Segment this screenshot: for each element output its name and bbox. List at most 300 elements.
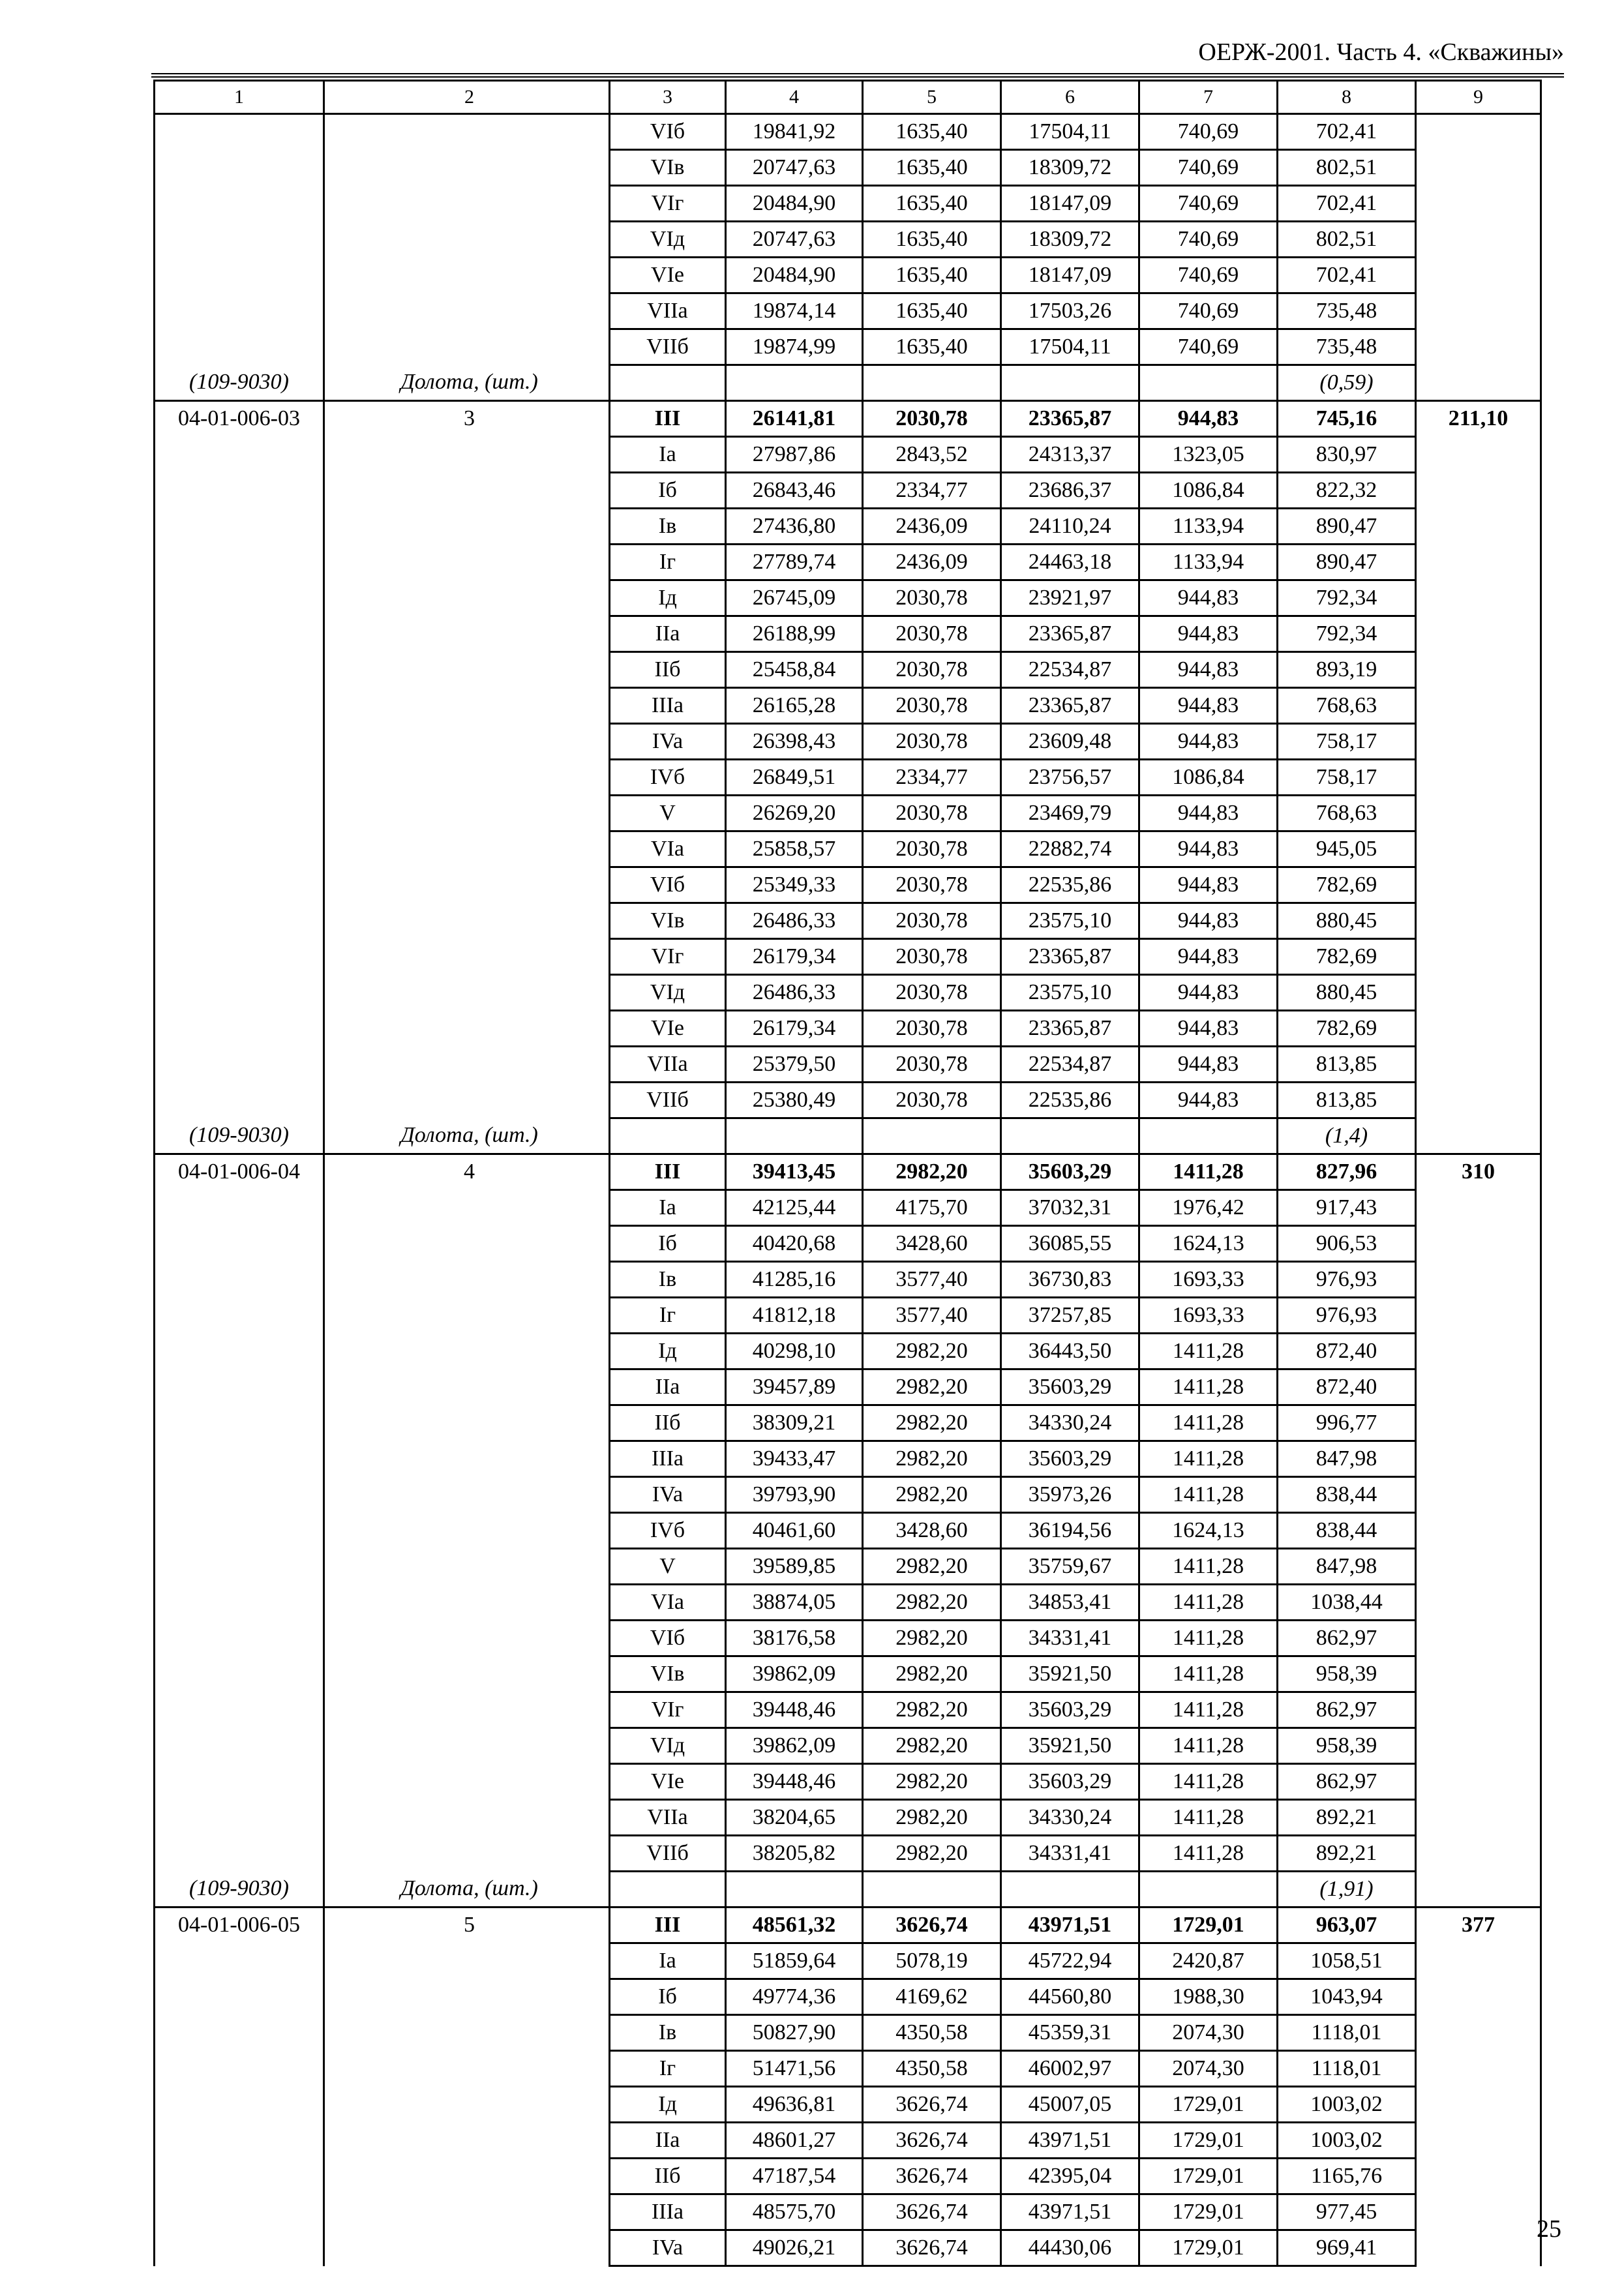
table-cell: 1043,94: [1278, 1979, 1416, 2015]
table-cell: 944,83: [1139, 1047, 1278, 1083]
table-cell: 1635,40: [863, 222, 1001, 258]
table-cell: 23756,57: [1001, 760, 1139, 796]
col9-value: [1416, 1908, 1541, 2266]
item-name: [324, 114, 610, 365]
table-cell: IVa: [610, 724, 726, 760]
table-cell: 47187,54: [726, 2159, 863, 2194]
page-header-title: ОЕРЖ-2001. Часть 4. «Скважины»: [1198, 38, 1564, 66]
table-cell: 2436,09: [863, 509, 1001, 545]
table-cell: Iд: [610, 580, 726, 616]
table-cell: 36730,83: [1001, 1262, 1139, 1298]
table-cell: 44430,06: [1001, 2230, 1139, 2266]
table-cell: 2982,20: [863, 1836, 1001, 1872]
resource-label: Долота, (шт.): [324, 365, 610, 401]
table-cell: 3577,40: [863, 1298, 1001, 1334]
table-cell: 2030,78: [863, 401, 1001, 437]
table-cell: 2030,78: [863, 652, 1001, 688]
table-cell: 822,32: [1278, 473, 1416, 509]
table-cell: 44560,80: [1001, 1979, 1139, 2015]
table-cell: 1624,13: [1139, 1226, 1278, 1262]
table-cell: 43971,51: [1001, 2123, 1139, 2159]
empty-cell: [726, 1872, 863, 1908]
table-cell: IIб: [610, 652, 726, 688]
table-cell: VIв: [610, 1656, 726, 1692]
table-cell: 958,39: [1278, 1656, 1416, 1692]
resource-quantity: (1,91): [1278, 1872, 1416, 1908]
table-cell: 944,83: [1139, 724, 1278, 760]
table-cell: 944,83: [1139, 796, 1278, 831]
col9-value-text: 377: [1462, 1913, 1495, 1937]
table-cell: 944,83: [1139, 616, 1278, 652]
table-cell: VIa: [610, 1585, 726, 1621]
table-cell: Ia: [610, 1190, 726, 1226]
table-cell: 1411,28: [1139, 1549, 1278, 1585]
empty-cell: [1139, 365, 1278, 401]
table-cell: 46002,97: [1001, 2051, 1139, 2087]
table-cell: VIв: [610, 903, 726, 939]
empty-cell: [1001, 1118, 1139, 1154]
resource-label: Долота, (шт.): [324, 1872, 610, 1908]
empty-cell: [726, 1118, 863, 1154]
table-row: [155, 1154, 1541, 1190]
table-cell: 827,96: [1278, 1154, 1416, 1190]
table-cell: IIIa: [610, 688, 726, 724]
table-cell: 19874,99: [726, 329, 863, 365]
table-cell: 25349,33: [726, 867, 863, 903]
table-cell: 35921,50: [1001, 1728, 1139, 1764]
table-cell: 24463,18: [1001, 545, 1139, 580]
column-number: 8: [1278, 81, 1416, 114]
table-cell: 792,34: [1278, 580, 1416, 616]
table-cell: 26179,34: [726, 939, 863, 975]
table-cell: 740,69: [1139, 186, 1278, 222]
table-cell: 740,69: [1139, 114, 1278, 150]
table-cell: 702,41: [1278, 186, 1416, 222]
table-cell: 944,83: [1139, 652, 1278, 688]
table-cell: 40298,10: [726, 1334, 863, 1369]
table-cell: 830,97: [1278, 437, 1416, 473]
table-cell: 2030,78: [863, 796, 1001, 831]
table-cell: 813,85: [1278, 1047, 1416, 1083]
table-cell: 23365,87: [1001, 401, 1139, 437]
table-cell: 740,69: [1139, 150, 1278, 186]
table-cell: 39589,85: [726, 1549, 863, 1585]
table-cell: VIб: [610, 114, 726, 150]
table-cell: 1411,28: [1139, 1441, 1278, 1477]
column-number: 6: [1001, 81, 1139, 114]
table-cell: 1058,51: [1278, 1943, 1416, 1979]
item-code-text: 04-01-006-04: [178, 1159, 300, 1184]
table-cell: VIг: [610, 1692, 726, 1728]
table-cell: 49636,81: [726, 2087, 863, 2123]
item-name: [324, 1908, 610, 2266]
table-cell: 2030,78: [863, 1083, 1001, 1118]
table-cell: 45007,05: [1001, 2087, 1139, 2123]
table-cell: 944,83: [1139, 975, 1278, 1011]
resource-code: (109-9030): [155, 1872, 324, 1908]
table-cell: 944,83: [1139, 401, 1278, 437]
table-cell: 740,69: [1139, 293, 1278, 329]
table-cell: 1003,02: [1278, 2087, 1416, 2123]
table-cell: IIIa: [610, 2194, 726, 2230]
empty-cell: [863, 365, 1001, 401]
table-cell: 2982,20: [863, 1764, 1001, 1800]
table-cell: Iд: [610, 2087, 726, 2123]
table-cell: 39862,09: [726, 1656, 863, 1692]
table-cell: VIв: [610, 150, 726, 186]
table-cell: Iв: [610, 509, 726, 545]
table-cell: 1729,01: [1139, 2123, 1278, 2159]
table-cell: Iг: [610, 1298, 726, 1334]
table-cell: 50827,90: [726, 2015, 863, 2051]
item-name-text: 3: [464, 406, 475, 430]
table-cell: VIб: [610, 867, 726, 903]
table-cell: 22535,86: [1001, 1083, 1139, 1118]
table-cell: 2030,78: [863, 1011, 1001, 1047]
table-cell: 944,83: [1139, 1083, 1278, 1118]
column-header-row: [155, 81, 1541, 114]
table-cell: 51859,64: [726, 1943, 863, 1979]
table-cell: 996,77: [1278, 1405, 1416, 1441]
table-cell: III: [610, 401, 726, 437]
table-cell: 944,83: [1139, 939, 1278, 975]
table-cell: 2982,20: [863, 1441, 1001, 1477]
table-cell: 1635,40: [863, 150, 1001, 186]
table-cell: VIб: [610, 1621, 726, 1656]
table-cell: 3626,74: [863, 2087, 1001, 2123]
table-cell: 45722,94: [1001, 1943, 1139, 1979]
table-cell: 48601,27: [726, 2123, 863, 2159]
table-cell: 18309,72: [1001, 150, 1139, 186]
table-cell: 1729,01: [1139, 2087, 1278, 2123]
table-cell: 17504,11: [1001, 329, 1139, 365]
table-cell: 802,51: [1278, 222, 1416, 258]
column-number: 7: [1139, 81, 1278, 114]
table-cell: Iг: [610, 2051, 726, 2087]
table-cell: 2982,20: [863, 1154, 1001, 1190]
column-number: 1: [155, 81, 324, 114]
col9-value: [1416, 1154, 1541, 1908]
table-cell: 4175,70: [863, 1190, 1001, 1226]
empty-cell: [610, 1118, 726, 1154]
col9-value-text: 310: [1462, 1159, 1495, 1184]
table-cell: 1118,01: [1278, 2051, 1416, 2087]
table-cell: 37032,31: [1001, 1190, 1139, 1226]
table-cell: 41285,16: [726, 1262, 863, 1298]
table-cell: 862,97: [1278, 1764, 1416, 1800]
table-cell: 2030,78: [863, 1047, 1001, 1083]
table-cell: 2982,20: [863, 1477, 1001, 1513]
table-cell: 1729,01: [1139, 2159, 1278, 2194]
table-cell: 4350,58: [863, 2051, 1001, 2087]
table-cell: 42125,44: [726, 1190, 863, 1226]
table-cell: 26745,09: [726, 580, 863, 616]
table-cell: 944,83: [1139, 831, 1278, 867]
table-cell: 41812,18: [726, 1298, 863, 1334]
table-cell: 702,41: [1278, 114, 1416, 150]
table-cell: 2030,78: [863, 616, 1001, 652]
table-cell: 20747,63: [726, 222, 863, 258]
table-cell: 25380,49: [726, 1083, 863, 1118]
column-number: 3: [610, 81, 726, 114]
table-cell: 862,97: [1278, 1621, 1416, 1656]
table-cell: 3626,74: [863, 2194, 1001, 2230]
table-cell: 3428,60: [863, 1513, 1001, 1549]
table-cell: 22535,86: [1001, 867, 1139, 903]
table-cell: 25858,57: [726, 831, 863, 867]
table-cell: 2982,20: [863, 1692, 1001, 1728]
table-cell: 22534,87: [1001, 652, 1139, 688]
item-name-text: 5: [464, 1913, 475, 1937]
table-cell: VIe: [610, 258, 726, 293]
table-cell: 977,45: [1278, 2194, 1416, 2230]
table-cell: 735,48: [1278, 329, 1416, 365]
item-name: [324, 1154, 610, 1872]
table-cell: 944,83: [1139, 1011, 1278, 1047]
table-cell: 26486,33: [726, 903, 863, 939]
table-cell: 5078,19: [863, 1943, 1001, 1979]
table-cell: 847,98: [1278, 1441, 1416, 1477]
table-cell: IVб: [610, 1513, 726, 1549]
table-cell: 917,43: [1278, 1190, 1416, 1226]
table-cell: 18147,09: [1001, 258, 1139, 293]
table-cell: 2030,78: [863, 903, 1001, 939]
table-cell: Ia: [610, 437, 726, 473]
table-cell: 34853,41: [1001, 1585, 1139, 1621]
table-row: [155, 1908, 1541, 1943]
table-cell: 2982,20: [863, 1585, 1001, 1621]
table-cell: 976,93: [1278, 1298, 1416, 1334]
table-cell: VIд: [610, 975, 726, 1011]
table-cell: 42395,04: [1001, 2159, 1139, 2194]
table-cell: IIa: [610, 2123, 726, 2159]
col9-value: [1416, 401, 1541, 1154]
table-cell: 1411,28: [1139, 1154, 1278, 1190]
table-cell: VIд: [610, 222, 726, 258]
resource-label: Долота, (шт.): [324, 1118, 610, 1154]
table-cell: 26188,99: [726, 616, 863, 652]
table-cell: 782,69: [1278, 939, 1416, 975]
table-cell: 802,51: [1278, 150, 1416, 186]
table-cell: 768,63: [1278, 796, 1416, 831]
table-cell: 1323,05: [1139, 437, 1278, 473]
table-cell: 49026,21: [726, 2230, 863, 2266]
table-cell: 2982,20: [863, 1369, 1001, 1405]
table-cell: 23575,10: [1001, 975, 1139, 1011]
table-cell: 34330,24: [1001, 1405, 1139, 1441]
table-cell: 758,17: [1278, 760, 1416, 796]
table-cell: Iб: [610, 473, 726, 509]
table-cell: 813,85: [1278, 1083, 1416, 1118]
table-cell: 38874,05: [726, 1585, 863, 1621]
table-cell: IVa: [610, 1477, 726, 1513]
table-cell: 2074,30: [1139, 2051, 1278, 2087]
resource-code: (109-9030): [155, 365, 324, 401]
table-cell: 51471,56: [726, 2051, 863, 2087]
table-cell: 944,83: [1139, 867, 1278, 903]
table-cell: Iд: [610, 1334, 726, 1369]
table-cell: 1729,01: [1139, 2194, 1278, 2230]
table-cell: Iб: [610, 1979, 726, 2015]
table-cell: V: [610, 796, 726, 831]
table-cell: 35603,29: [1001, 1692, 1139, 1728]
table-cell: 39448,46: [726, 1692, 863, 1728]
table-cell: 2030,78: [863, 831, 1001, 867]
resource-quantity: (0,59): [1278, 365, 1416, 401]
table-row: [155, 401, 1541, 437]
table-cell: 1118,01: [1278, 2015, 1416, 2051]
table-cell: IIa: [610, 1369, 726, 1405]
table-cell: 40420,68: [726, 1226, 863, 1262]
table-cell: Iв: [610, 2015, 726, 2051]
table-cell: 1086,84: [1139, 473, 1278, 509]
table-cell: 963,07: [1278, 1908, 1416, 1943]
item-code: [155, 401, 324, 1118]
table-cell: 26849,51: [726, 760, 863, 796]
table-cell: Iв: [610, 1262, 726, 1298]
header-rule: [151, 73, 1564, 74]
table-cell: IVa: [610, 2230, 726, 2266]
table-cell: 1635,40: [863, 114, 1001, 150]
table-cell: 25379,50: [726, 1047, 863, 1083]
table-cell: 35921,50: [1001, 1656, 1139, 1692]
table-cell: 23609,48: [1001, 724, 1139, 760]
table-cell: VIг: [610, 939, 726, 975]
table-cell: 1411,28: [1139, 1764, 1278, 1800]
table-cell: 906,53: [1278, 1226, 1416, 1262]
column-number: 5: [863, 81, 1001, 114]
table-cell: 26486,33: [726, 975, 863, 1011]
footer-row: [155, 365, 1541, 401]
table-cell: 18309,72: [1001, 222, 1139, 258]
table-cell: 745,16: [1278, 401, 1416, 437]
table-cell: 23365,87: [1001, 1011, 1139, 1047]
table-cell: 2334,77: [863, 760, 1001, 796]
table-cell: IVб: [610, 760, 726, 796]
table-cell: 38309,21: [726, 1405, 863, 1441]
table-cell: VIe: [610, 1011, 726, 1047]
table-cell: III: [610, 1908, 726, 1943]
table-cell: Iб: [610, 1226, 726, 1262]
empty-cell: [726, 365, 863, 401]
table-cell: 23921,97: [1001, 580, 1139, 616]
table-cell: 3626,74: [863, 2123, 1001, 2159]
table-cell: 4350,58: [863, 2015, 1001, 2051]
footer-row: [155, 1872, 1541, 1908]
table-cell: 48575,70: [726, 2194, 863, 2230]
table-cell: 18147,09: [1001, 186, 1139, 222]
table-cell: 2030,78: [863, 975, 1001, 1011]
table-cell: 23365,87: [1001, 688, 1139, 724]
table-cell: 39433,47: [726, 1441, 863, 1477]
table-cell: V: [610, 1549, 726, 1585]
table-cell: 3626,74: [863, 2159, 1001, 2194]
table-cell: 944,83: [1139, 580, 1278, 616]
table-cell: 893,19: [1278, 652, 1416, 688]
table-cell: 27789,74: [726, 545, 863, 580]
table-cell: 2982,20: [863, 1728, 1001, 1764]
table-cell: 4169,62: [863, 1979, 1001, 2015]
table-cell: 17504,11: [1001, 114, 1139, 150]
table-cell: 38204,65: [726, 1800, 863, 1836]
table-cell: 782,69: [1278, 867, 1416, 903]
item-code: [155, 114, 324, 365]
empty-cell: [1139, 1118, 1278, 1154]
table-cell: 20484,90: [726, 186, 863, 222]
table-cell: 892,21: [1278, 1800, 1416, 1836]
table-cell: 892,21: [1278, 1836, 1416, 1872]
empty-cell: [863, 1118, 1001, 1154]
table-cell: 880,45: [1278, 903, 1416, 939]
table-cell: 20747,63: [726, 150, 863, 186]
table-cell: VIIб: [610, 1836, 726, 1872]
table-cell: 35973,26: [1001, 1477, 1139, 1513]
table-cell: 1988,30: [1139, 1979, 1278, 2015]
table-cell: 19874,14: [726, 293, 863, 329]
table-cell: 872,40: [1278, 1369, 1416, 1405]
table-cell: VIIa: [610, 293, 726, 329]
item-code-text: 04-01-006-03: [178, 406, 300, 430]
table-cell: 1411,28: [1139, 1334, 1278, 1369]
table-cell: IIб: [610, 2159, 726, 2194]
table-cell: 2982,20: [863, 1334, 1001, 1369]
table-cell: 36443,50: [1001, 1334, 1139, 1369]
table-cell: 969,41: [1278, 2230, 1416, 2266]
table-cell: VIIб: [610, 1083, 726, 1118]
empty-cell: [1139, 1872, 1278, 1908]
table-cell: 36085,55: [1001, 1226, 1139, 1262]
table-cell: 1635,40: [863, 293, 1001, 329]
table-cell: VIIa: [610, 1047, 726, 1083]
empty-cell: [863, 1872, 1001, 1908]
table-cell: 2074,30: [1139, 2015, 1278, 2051]
table-cell: 1411,28: [1139, 1405, 1278, 1441]
table-cell: 3626,74: [863, 1908, 1001, 1943]
table-cell: 26179,34: [726, 1011, 863, 1047]
table-cell: 1411,28: [1139, 1800, 1278, 1836]
table-cell: 49774,36: [726, 1979, 863, 2015]
table-cell: 1411,28: [1139, 1585, 1278, 1621]
table-cell: 24313,37: [1001, 437, 1139, 473]
table-cell: 1133,94: [1139, 545, 1278, 580]
table-cell: 20484,90: [726, 258, 863, 293]
table-cell: 792,34: [1278, 616, 1416, 652]
table-cell: 872,40: [1278, 1334, 1416, 1369]
table-cell: 944,83: [1139, 903, 1278, 939]
table-cell: 2334,77: [863, 473, 1001, 509]
header-rule: [151, 76, 1564, 78]
table-cell: 838,44: [1278, 1477, 1416, 1513]
table-cell: 23365,87: [1001, 616, 1139, 652]
table-cell: 1729,01: [1139, 1908, 1278, 1943]
table-cell: 26843,46: [726, 473, 863, 509]
table-cell: 944,83: [1139, 688, 1278, 724]
table-cell: 862,97: [1278, 1692, 1416, 1728]
table-cell: 23575,10: [1001, 903, 1139, 939]
empty-cell: [1001, 1872, 1139, 1908]
table-cell: 1635,40: [863, 186, 1001, 222]
table-cell: 2420,87: [1139, 1943, 1278, 1979]
table-cell: 740,69: [1139, 329, 1278, 365]
item-name-text: 4: [464, 1159, 475, 1184]
table-cell: 1693,33: [1139, 1298, 1278, 1334]
item-code: [155, 1908, 324, 2266]
table-cell: 1411,28: [1139, 1621, 1278, 1656]
table-cell: 40461,60: [726, 1513, 863, 1549]
table-cell: 22534,87: [1001, 1047, 1139, 1083]
table-cell: 35603,29: [1001, 1764, 1139, 1800]
table-cell: 26398,43: [726, 724, 863, 760]
